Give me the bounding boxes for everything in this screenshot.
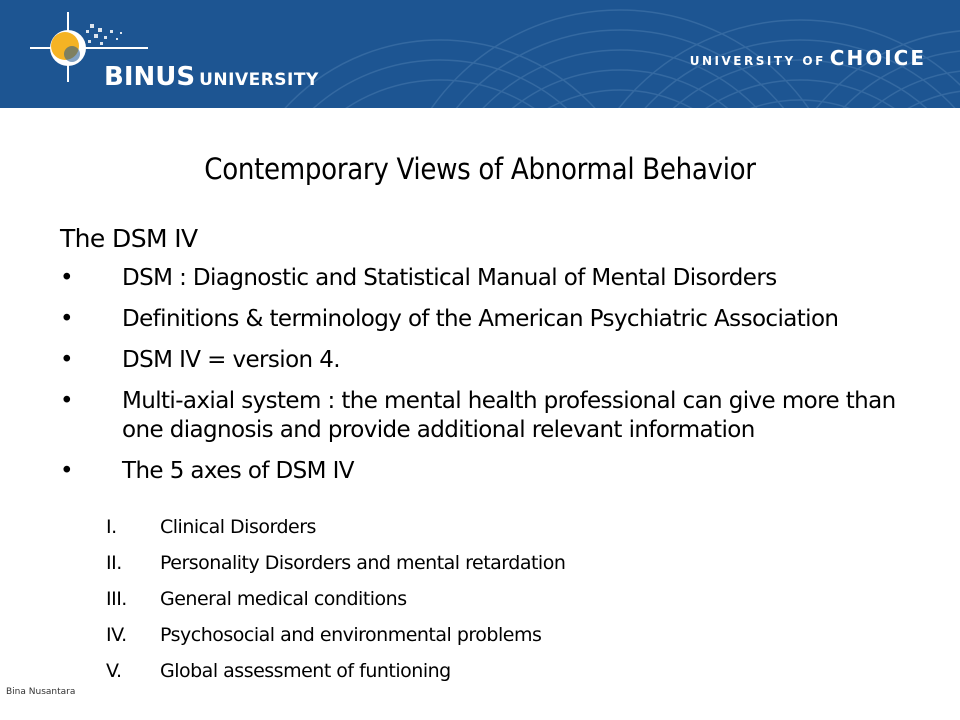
axis-text: Clinical Disorders xyxy=(160,516,316,538)
bullet-icon: • xyxy=(60,347,73,373)
axis-item xyxy=(106,545,565,581)
axis-text: Global assessment of funtioning xyxy=(160,660,451,682)
bullet-icon: • xyxy=(60,306,73,332)
bullet-text: Multi-axial system : the mental health professional can give more than one diagnosis and provide additional relevant information xyxy=(122,388,896,443)
bullet-text: DSM : Diagnostic and Statistical Manual of Mental Disorders xyxy=(122,265,777,291)
bullet-icon: • xyxy=(60,388,73,414)
axis-number: III. xyxy=(106,588,127,610)
bullet-list xyxy=(60,264,940,498)
axis-text: Personality Disorders and mental retardation xyxy=(160,552,566,574)
logo-wordmark xyxy=(104,62,319,92)
axis-number: IV. xyxy=(106,624,127,646)
bullet-item xyxy=(60,264,940,293)
logo-main-text: BINUS xyxy=(104,62,196,92)
bullet-item xyxy=(60,457,940,486)
axis-number: V. xyxy=(106,660,122,682)
axis-item xyxy=(106,581,565,617)
bullet-icon: • xyxy=(60,458,73,484)
tagline-choice: CHOICE xyxy=(829,46,926,70)
axis-text: General medical conditions xyxy=(160,588,407,610)
slide-title: Contemporary Views of Abnormal Behavior xyxy=(204,152,756,186)
axis-item xyxy=(106,617,565,653)
bullet-item xyxy=(60,387,940,445)
binus-logo xyxy=(28,10,328,90)
header-banner xyxy=(0,0,960,108)
axis-item xyxy=(106,653,565,689)
axis-number: II. xyxy=(106,552,122,574)
footer-text: Bina Nusantara xyxy=(6,687,76,697)
axis-text: Psychosocial and environmental problems xyxy=(160,624,542,646)
bullet-icon: • xyxy=(60,265,73,291)
tagline xyxy=(690,46,926,70)
slide-intro: The DSM IV xyxy=(60,224,198,253)
bullet-text: DSM IV = version 4. xyxy=(122,347,340,373)
bullet-item xyxy=(60,346,940,375)
axis-number: I. xyxy=(106,516,117,538)
bullet-text: The 5 axes of DSM IV xyxy=(122,458,354,484)
tagline-prefix: UNIVERSITY OF xyxy=(689,54,826,68)
bullet-item xyxy=(60,305,940,334)
bullet-text: Definitions & terminology of the American Psychiatric Association xyxy=(122,306,839,332)
axis-item xyxy=(106,509,565,545)
axes-list xyxy=(106,509,565,689)
logo-sub-text: UNIVERSITY xyxy=(199,70,319,90)
